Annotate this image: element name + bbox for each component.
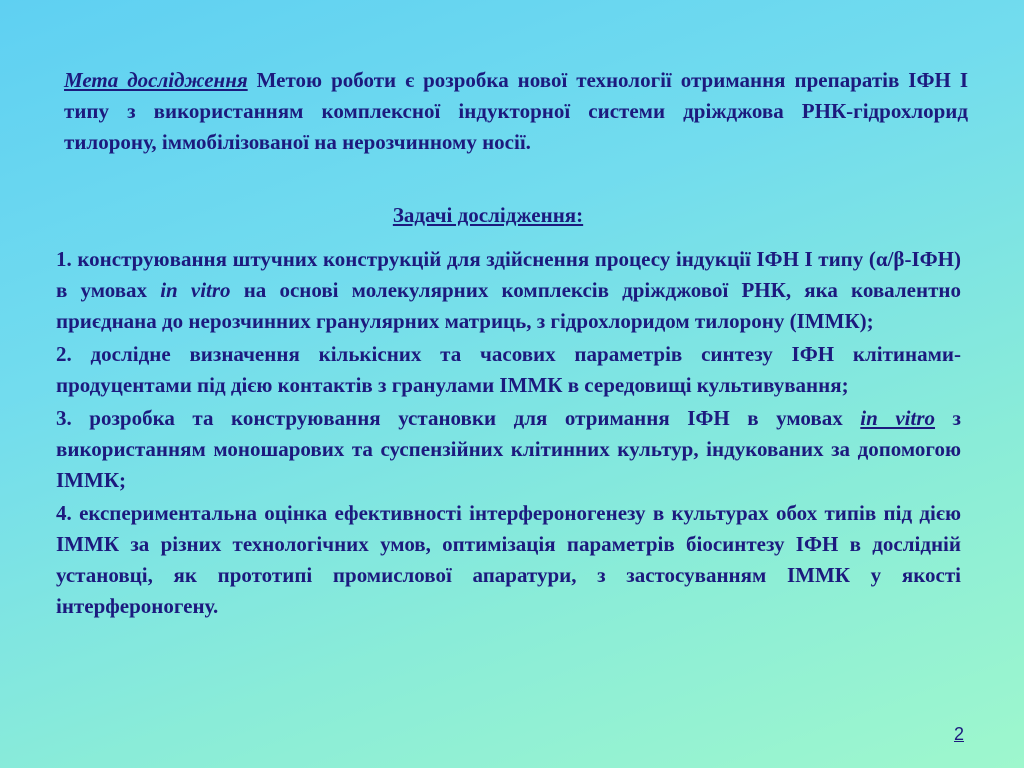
- task-text-cont: з використанням моношарових та суспензійних клітинних культур, індукованих за допомогою ІММК;: [56, 406, 961, 492]
- tasks-title: Задачі дослідження:: [392, 203, 584, 227]
- research-aim-paragraph: [64, 65, 968, 158]
- task-number: 1.: [56, 247, 72, 271]
- task-number: 2.: [56, 342, 72, 366]
- task-number: 4.: [56, 501, 72, 525]
- page-number: 2: [953, 724, 964, 744]
- task-text: розробка та конструювання установки для отримання ІФН в умовах: [71, 406, 861, 430]
- task-text-cont: на основі молекулярних комплексів дріжджової РНК, яка ковалентно приєднана до нерозчинних гранулярних матриць, з гідрохлоридом тилорону (ІММК);: [56, 278, 961, 333]
- task-item-4: [56, 498, 961, 622]
- task-item-2: [56, 339, 961, 401]
- task-text: дослідне визначення кількісних та часових параметрів синтезу ІФН клітинами-продуцентами під дією контактів з гранулами ІММК в середовищі культивування;: [56, 342, 961, 397]
- task-item-3: [56, 403, 961, 496]
- task-text: конструювання штучних конструкцій для здійснення процесу індукції ІФН І типу (α/β-ІФН) в умовах: [56, 247, 961, 302]
- research-aim-lead: Мета дослідження: [64, 68, 248, 92]
- task-text: експериментальна оцінка ефективності інтерфероногенезу в культурах обох типів під дією ІММК за різних технологічних умов, оптимізація параметрів біосинтезу ІФН в дослідній установці, як прототипі промислової апаратури, з застосуванням ІММК у якості інтерфероногену.: [56, 501, 961, 618]
- task-number: 3.: [56, 406, 72, 430]
- task-italic-term: in vitro: [860, 406, 936, 430]
- tasks-list: [56, 244, 961, 624]
- task-italic-term: in vitro: [160, 278, 231, 302]
- task-item-1: [56, 244, 961, 337]
- research-aim-text: Метою роботи є розробка нової технології отримання препаратів ІФН І типу з використанням комплексної індукторної системи дріжджова РНК-гідрохлорид тилорону, іммобілізованої на нерозчинному носії.: [64, 68, 968, 154]
